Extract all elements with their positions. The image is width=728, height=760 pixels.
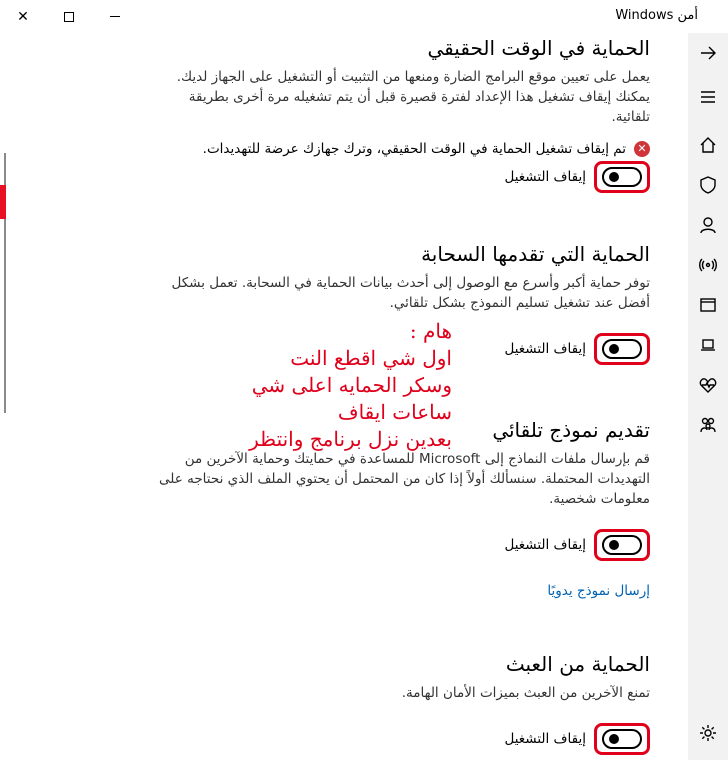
tamper-title: الحماية من العبث [505, 652, 650, 676]
shield-icon [699, 176, 717, 194]
window-title: أمن Windows [615, 8, 698, 23]
menu-icon [699, 88, 717, 106]
title-bar [0, 0, 728, 33]
minimize-button[interactable] [92, 0, 138, 33]
sample-toggle-highlight [594, 529, 650, 561]
cloud-toggle[interactable] [602, 339, 642, 359]
realtime-toggle-label: إيقاف التشغيل [504, 169, 586, 185]
scroll-position-marker [0, 185, 6, 219]
annotation-note [212, 318, 452, 453]
tamper-toggle-label: إيقاف التشغيل [504, 731, 586, 747]
nav-device-health[interactable] [688, 365, 728, 405]
tamper-toggle[interactable] [602, 729, 642, 749]
minimize-icon [110, 16, 120, 17]
error-icon: ✕ [634, 141, 650, 157]
cloud-title: الحماية التي تقدمها السحابة [421, 242, 650, 266]
app-browser-icon [699, 296, 717, 314]
gear-icon [699, 724, 717, 742]
cloud-toggle-highlight [594, 333, 650, 365]
sample-description: قم بإرسال ملفات النماذج إلى Microsoft للمساعدة في حمايتك وحماية الآخرين من التهديدات المحتملة. سنسألك أولاً إذا كان من المحتمل أن يحتوي الملف الذي نحتاجه على معلومات شخصية. [159, 451, 650, 507]
realtime-title: الحماية في الوقت الحقيقي [427, 36, 650, 60]
annotation-line: هام : [409, 319, 452, 343]
maximize-icon [64, 12, 74, 22]
heart-icon [699, 376, 717, 394]
sample-toggle-row [504, 529, 650, 561]
close-button[interactable] [0, 0, 46, 33]
tamper-toggle-row [504, 723, 650, 755]
sample-toggle-label: إيقاف التشغيل [504, 537, 586, 553]
cloud-description: توفر حماية أكبر وأسرع مع الوصول إلى أحدث بيانات الحماية في السحابة. تعمل بشكل أفضل عند تشغيل تسليم النموذج بشكل تلقائي. [171, 275, 650, 311]
realtime-warning [150, 141, 650, 157]
toggle-knob [609, 344, 619, 354]
annotation-line: اول شي اقطع النت [290, 346, 452, 370]
nav-virus-protection[interactable] [688, 165, 728, 205]
family-icon [699, 416, 717, 434]
menu-button[interactable] [688, 77, 728, 117]
back-button[interactable] [688, 33, 728, 73]
realtime-toggle[interactable] [602, 167, 642, 187]
nav-app-browser[interactable] [688, 285, 728, 325]
tamper-toggle-highlight [594, 723, 650, 755]
wifi-icon [699, 256, 717, 274]
nav-home[interactable] [688, 125, 728, 165]
tamper-description: تمنع الآخرين من العبث بميزات الأمان الهامة. [401, 685, 650, 701]
back-arrow-icon [699, 44, 717, 62]
nav-device-security[interactable] [688, 325, 728, 365]
person-icon [699, 216, 717, 234]
annotation-line: وسكر الحمايه اعلى شي ساعات ايقاف [251, 373, 452, 424]
maximize-button[interactable] [46, 0, 92, 33]
sample-title: تقديم نموذج تلقائي [492, 418, 650, 442]
nav-account[interactable] [688, 205, 728, 245]
realtime-description: يعمل على تعيين موقع البرامج الضارة ومنعها من التثبيت أو التشغيل على الجهاز لديك. يمكنك إيقاف تشغيل هذا الإعداد لفترة قصيرة قبل أن يتم تشغيله مرة أخرى بطريقة تلقائية. [176, 69, 650, 125]
nav-firewall[interactable] [688, 245, 728, 285]
nav-settings[interactable] [688, 713, 728, 753]
realtime-warning-text: تم إيقاف تشغيل الحماية في الوقت الحقيقي، وترك جهازك عرضة للتهديدات. [202, 141, 626, 157]
scrollbar[interactable] [0, 33, 14, 760]
realtime-toggle-row [504, 161, 650, 193]
realtime-toggle-highlight [594, 161, 650, 193]
cloud-toggle-row [504, 333, 650, 365]
annotation-line: بعدين نزل برنامج وانتظر [249, 427, 452, 451]
toggle-knob [609, 734, 619, 744]
submit-sample-link[interactable]: إرسال نموذج يدويًا [547, 583, 650, 599]
sample-toggle[interactable] [602, 535, 642, 555]
nav-rail [688, 33, 728, 760]
cloud-protection-section [150, 241, 650, 313]
nav-family-options[interactable] [688, 405, 728, 445]
close-icon: ✕ [17, 8, 29, 25]
cloud-toggle-label: إيقاف التشغيل [504, 341, 586, 357]
laptop-icon [699, 336, 717, 354]
realtime-protection-section [150, 35, 650, 157]
toggle-knob [609, 540, 619, 550]
tamper-protection-section [150, 651, 650, 703]
home-icon [699, 136, 717, 154]
toggle-knob [609, 172, 619, 182]
